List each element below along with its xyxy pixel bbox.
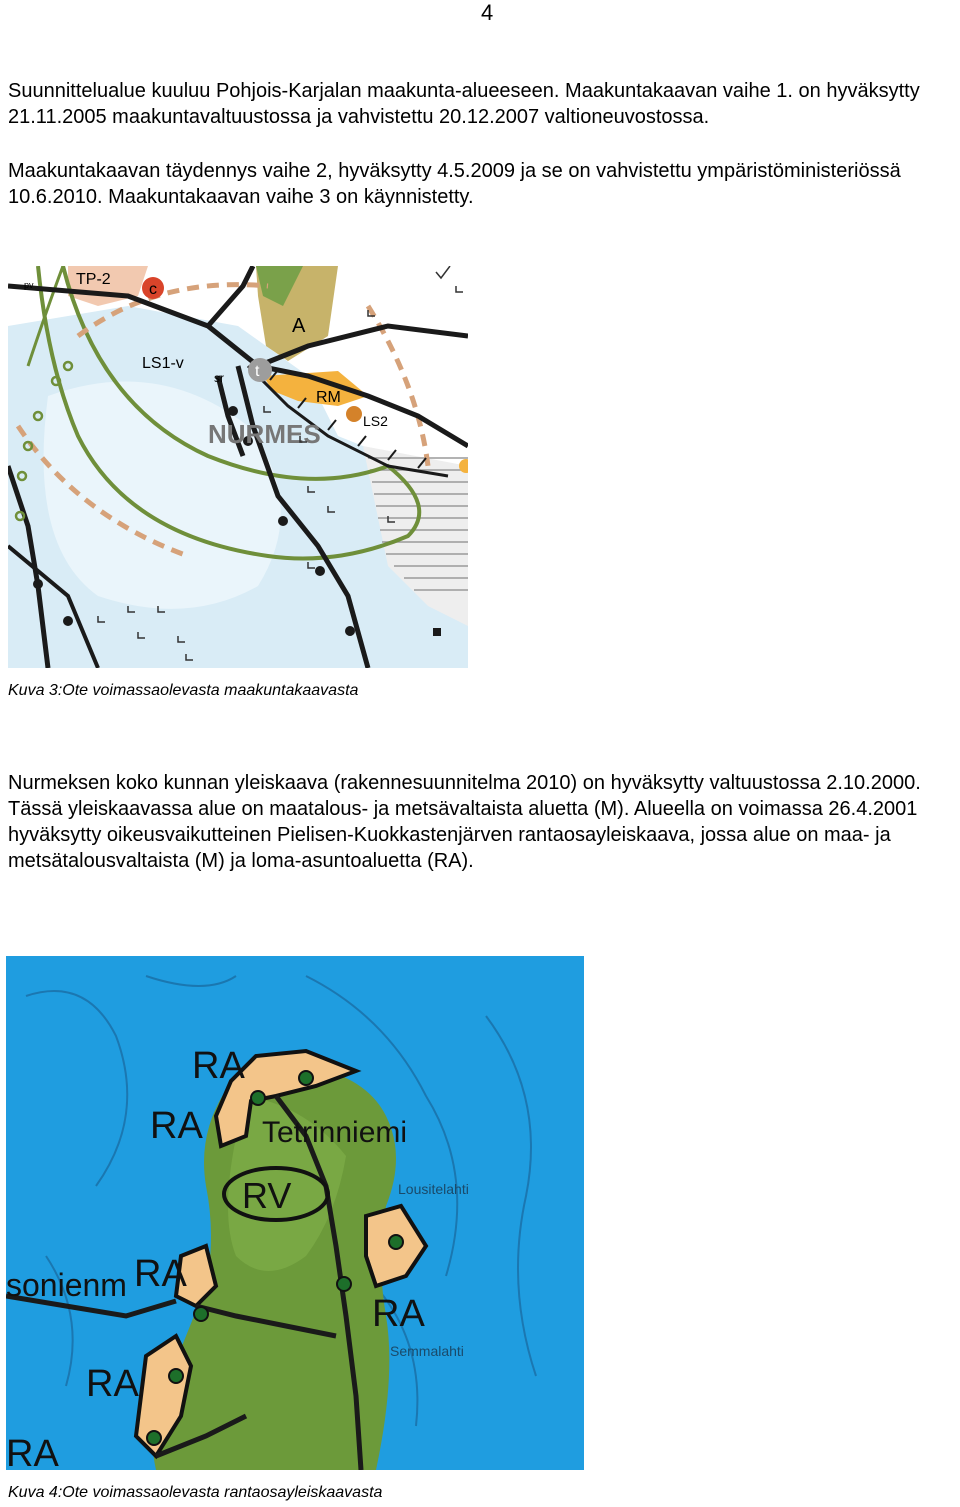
- map2-label-ra-3: RA: [134, 1253, 187, 1295]
- map2-label-semmalahti: Semmalahti: [390, 1343, 464, 1359]
- page-number: 4: [481, 0, 494, 25]
- map2-label-sonienm: sonienm: [6, 1267, 127, 1303]
- map1-label-pv: pv: [24, 280, 34, 290]
- map1-label-rm: RM: [316, 389, 341, 406]
- map2-label-lousitelahti: Lousitelahti: [398, 1181, 469, 1197]
- map1-label-tp2: TP-2: [76, 271, 111, 288]
- map1-label-ls1v: LS1-v: [142, 355, 184, 372]
- map1-label-t: t: [255, 363, 260, 380]
- figure-caption-map2: Kuva 4:Ote voimassaolevasta rantaosayleiskaavasta: [8, 1484, 383, 1501]
- map1-label-c: c: [149, 281, 157, 298]
- tourism-symbol-icon: [346, 406, 362, 422]
- map2-label-ra-2: RA: [150, 1105, 203, 1147]
- shore-plan-map: [6, 956, 584, 1470]
- paragraph-regional-plan: Suunnittelualue kuuluu Pohjois-Karjalan maakunta-alueeseen. Maakuntakaavan vaihe 1. on hyväksytty 21.11.2005 maakuntavaltuustossa ja vahvistettu 20.12.2007 valtioneuvostossa.: [8, 80, 920, 128]
- figure-caption-map1: Kuva 3:Ote voimassaolevasta maakuntakaavasta: [8, 682, 359, 699]
- regional-plan-map: [8, 266, 468, 668]
- map2-label-ra-1: RA: [192, 1045, 245, 1087]
- map2-label-rv: RV: [242, 1175, 292, 1216]
- map2-label-ra-5: RA: [86, 1363, 139, 1405]
- regional-plan-map-graphic: [8, 266, 468, 668]
- map2-label-ra-4: RA: [372, 1293, 425, 1335]
- map1-label-a: A: [292, 315, 306, 337]
- shore-plan-map-graphic: [6, 956, 584, 1470]
- map2-label-tetrinniemi: Tetrinniemi: [262, 1116, 408, 1149]
- paragraph-plan-supplement: Maakuntakaavan täydennys vaihe 2, hyväksytty 4.5.2009 ja se on vahvistettu ympäristöministeriössä 10.6.2010. Maakuntakaavan vaihe 3 on käynnistetty.: [8, 160, 901, 208]
- map2-label-ra-6: RA: [6, 1433, 59, 1470]
- map1-label-sr: sr: [214, 371, 224, 385]
- industry-symbol-icon: [248, 358, 272, 382]
- map1-label-nurmes: NURMES: [208, 419, 321, 449]
- map1-label-ls2: LS2: [363, 413, 388, 429]
- paragraph-master-plan: Nurmeksen koko kunnan yleiskaava (rakennesuunnitelma 2010) on hyväksytty valtuustossa 2.10.2000. Tässä yleiskaavassa alue on maatalous- ja metsävaltaista aluetta (M). Alueella on voimassa 26.4.2001 hyväksytty oikeusvaikutteinen Pielisen-Kuokkastenjärven rantaosayleiskaava, jossa alue on maa- ja metsätalousvaltaista (M) ja loma-asuntoaluetta (RA).: [8, 772, 921, 872]
